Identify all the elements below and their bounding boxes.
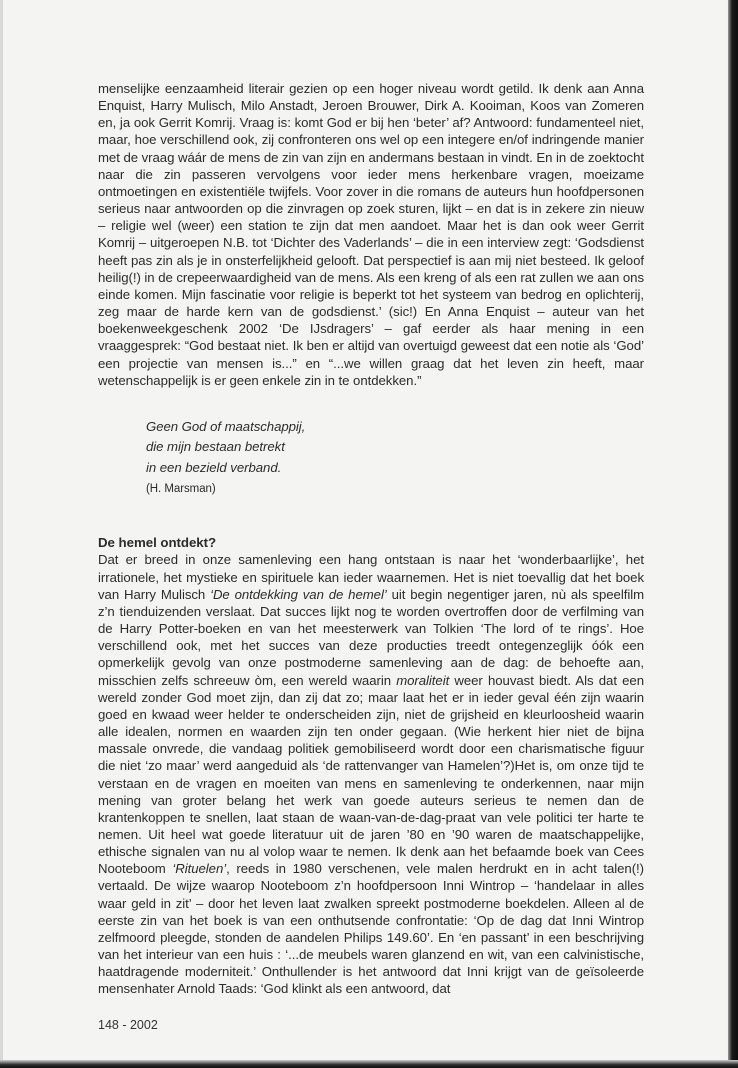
poem-line-2: die mijn bestaan betrekt bbox=[146, 439, 285, 455]
paragraph-2-part-d: , reeds in 1980 verschenen, vele malen herdrukt en in acht talen(!) vertaald. De wijze waarop Nooteboom z’n hoofdpersoon Inni Wintrop – ‘handelaar in alles waar geld in zit’ – door het leven laat zwalken spreekt postmoderne boekdelen. Alleen al de eerste zin van het boek is van een onthutsende confrontatie: ‘Op de dag dat Inni Wintrop zelfmoord pleegde, stonden de aandelen Philips 149.60’. En ‘en passant’ in een beschrijving van het interieur van een huis : ‘...de meubels waren glanzend en wit, van een calvinistische, haatdragende moderniteit.’ Onthullender is het antwoord dat Inni krijgt van de geïsoleerde mensenhater Arnold Taads: ‘God klinkt als een antwoord, dat bbox=[98, 861, 644, 997]
left-scan-edge bbox=[0, 0, 3, 1068]
bottom-scan-edge bbox=[0, 1060, 738, 1068]
poem-line-3: in een bezield verband. bbox=[146, 459, 282, 475]
body-paragraph-2 bbox=[98, 551, 644, 997]
paragraph-2-part-b: uit begin negentiger jaren, nù als speelfilm z’n tienduizenden verslaat. Dat succes lijkt nog te worden overtroffen door de verfilming van de Harry Potter-boeken en van het meesterwerk van Tolkien ‘The lord of te rings’. Hoe verschillend ook, met het succes van deze producties treedt ontegenzeglijk óók een opmerkelijk gevolg van onze postmoderne samenleving aan de dag: de behoefte aan, misschien zelfs schreeuw òm, een wereld waarin bbox=[98, 586, 645, 688]
book-title-rituelen: ‘Rituelen’ bbox=[172, 861, 227, 877]
poem-line-1: Geen God of maatschappij, bbox=[146, 418, 306, 434]
section-heading: De hemel ontdekt? bbox=[98, 535, 217, 551]
poem-quote bbox=[146, 417, 644, 500]
page-number-footer: 148 - 2002 bbox=[98, 1018, 158, 1032]
paragraph-2-part-a: Dat er breed in onze samenleving een hang ontstaan is naar het ‘wonderbaarlijke’, het irrationele, het mystieke en spirituele kan ieder waarnemen. Het is niet toevallig dat het boek van Harry Mulisch bbox=[98, 552, 644, 602]
emphasis-moraliteit: moraliteit bbox=[396, 672, 450, 688]
paragraph-2-part-c: weer houvast biedt. Als dat een wereld zonder God moet zijn, dan zij dat zo; maar laat het er in ieder geval één zijn waarin goed en kwaad weer helder te onderscheiden zijn, niet de grijsheid en kleurloosheid waarin alle idealen, normen en waarden zijn ten onder gegaan. (Wie herkent hier niet de bijna massale onvrede, die vandaag politiek gemobiliseerd wordt door een charismatische figuur die niet ‘zo maar’ werd aangeduid als ‘de rattenvanger van Hamelen’?)Het is, om onze tijd te verstaan en de vragen en moeiten van mens en samenleving te onderkennen, naar mijn mening van groter belang het werk van goede auteurs serieus te nemen dan de krantenkoppen te snellen, laat staan de waan-van-de-dag-praat van vele politici ter harte te nemen. Uit heel wat goede literatuur uit de jaren ’80 en ’90 waren de maatschappelijke, ethische signalen van nu al volop waar te nemen. Ik denk aan het befaamde boek van Cees Nooteboom bbox=[98, 672, 645, 877]
poem-credit: (H. Marsman) bbox=[146, 483, 216, 496]
right-scan-edge bbox=[728, 0, 738, 1068]
book-title-ontdekking: ‘De ontdekking van de hemel’ bbox=[210, 586, 387, 602]
page-body bbox=[98, 80, 644, 998]
body-paragraph-1: menselijke eenzaamheid literair gezien op een hoger niveau wordt getild. Ik denk aan Anna Enquist, Harry Mulisch, Milo Anstadt, Jeroen Brouwer, Dirk A. Kooiman, Koos van Zomeren en, ja ook Gerrit Komrij. Vraag is: komt God er bij hen ‘beter’ af? Antwoord: fundamenteel niet, maar, hoe verschillend ook, zij confronteren ons wel op een integere en/of indringende manier met de vraag wáár de mens de zin van zijn en andermans bestaan in vindt. En in de zoektocht naar die zin passeren vervolgens voor ieder mens herkenbare vragen, moeizame ontmoetingen en existentiële twijfels. Voor zover in die romans de auteurs hun hoofdpersonen serieus naar antwoorden op die zinvragen op zoek sturen, lijkt – en dat is in zekere zin nieuw – religie wel (weer) een station te zijn dat men aandoet. Maar het is dan ook weer Gerrit Komrij – uitgeroepen N.B. tot ‘Dichter des Vaderlands’ – die in een interview zegt: ‘Godsdienst heeft pas zin als je in onsterfelijkheid gelooft. Dat perspectief is aan mij niet besteed. Ik geloof heilig(!) in de crepeerwaardigheid van de mens. Als een kreng of als een rat zullen we aan ons einde komen. Mijn fascinatie voor religie is beperkt tot het systeem van bedrog en oplichterij, zeg maar de harde kern van de godsdienst.’ (sic!) En Anna Enquist – auteur van het boekenweekgeschenk 2002 ‘De IJsdragers’ – gaf eerder als haar mening in een vraaggesprek: “God bestaat niet. Ik ben er altijd van overtuigd geweest dat een notie als ‘God’ een projectie van mensen is...” en “...we willen graag dat het leven zin heeft, maar wetenschappelijk is er geen enkele zin in te ontdekken.” bbox=[98, 81, 644, 388]
